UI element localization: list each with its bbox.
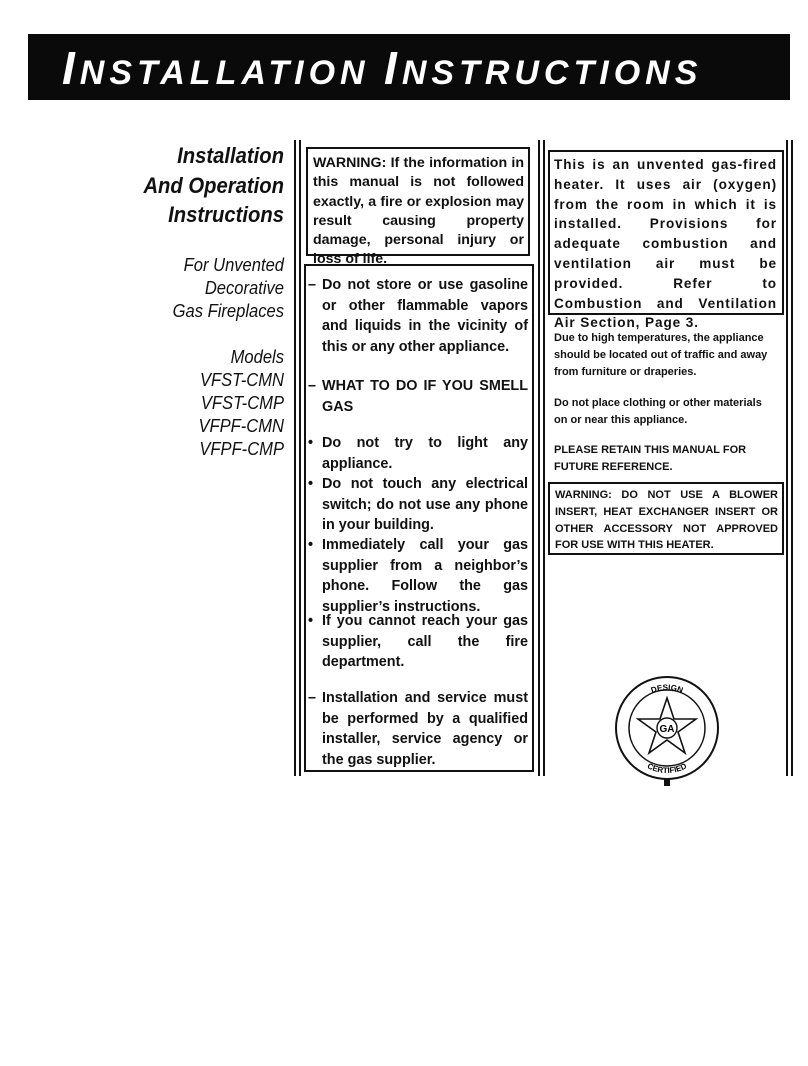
list-item: – Do not store or use gasoline or other flammable vapors and liquids in the vicinity of this or any other appliance.	[308, 277, 528, 355]
model-item: VFST-CMN	[199, 370, 284, 390]
column-divider	[791, 140, 793, 776]
column-divider	[543, 140, 545, 776]
models-list	[115, 346, 284, 461]
document-subtitle: For Unvented Decorative Gas Fireplaces	[172, 255, 284, 321]
column-divider	[786, 140, 788, 776]
list-item: – WHAT TO DO IF YOU SMELL GAS	[308, 378, 528, 415]
list-item: – Installation and service must be performed by a qualified installer, service agency or the gas supplier.	[308, 690, 528, 768]
models-heading: Models	[230, 347, 284, 367]
model-item: VFPF-CMP	[199, 439, 284, 459]
safety-list-box	[304, 264, 534, 772]
list-item: • If you cannot reach your gas supplier, call the fire department.	[308, 613, 528, 670]
seal-bottom-text: CERTIFIED	[645, 761, 689, 776]
accessory-warning-box: WARNING: DO NOT USE A BLOWER INSERT, HEAT EXCHANGER INSERT OR OTHER ACCESSORY NOT APPROVED FOR USE WITH THIS HEATER.	[548, 482, 784, 555]
column-divider	[538, 140, 540, 776]
retain-manual-note: PLEASE RETAIN THIS MANUAL FOR FUTURE REFERENCE.	[554, 444, 747, 473]
design-certified-seal-icon	[614, 672, 720, 792]
list-item: • Do not touch any electrical switch; do not use any phone in your building.	[308, 476, 528, 533]
unvented-heater-notice: This is an unvented gas-fired heater. It uses air (oxygen) from the room in which it is installed. Provisions for adequate combustion and ventilation air must be provided. Refer to Combustion and Ventilation Air Section, Page 3.	[548, 150, 784, 315]
seal-top-text: DESIGN	[649, 682, 685, 695]
model-item: VFPF-CMN	[198, 416, 284, 436]
list-item: • Do not try to light any appliance.	[308, 435, 528, 472]
list-item: • Immediately call your gas supplier from a neighbor’s phone. Follow the gas supplier’s instructions.	[308, 537, 528, 615]
document-title: Installation And Operation Instructions	[143, 143, 284, 227]
model-item: VFST-CMP	[200, 393, 284, 413]
column-divider	[299, 140, 301, 776]
column-divider	[294, 140, 296, 776]
seal-center-text: GA	[659, 724, 675, 735]
fire-warning-box: WARNING: If the information in this manual is not followed exactly, a fire or explosion may result causing property damage, personal injury or loss of life.	[306, 147, 530, 256]
clothing-note: Do not place clothing or other materials on or near this appliance.	[554, 397, 762, 426]
page-header-title: INSTALLATION INSTRUCTIONS	[62, 42, 703, 94]
high-temperature-note: Due to high temperatures, the appliance should be located out of traffic and away from furniture or draperies.	[554, 332, 768, 378]
